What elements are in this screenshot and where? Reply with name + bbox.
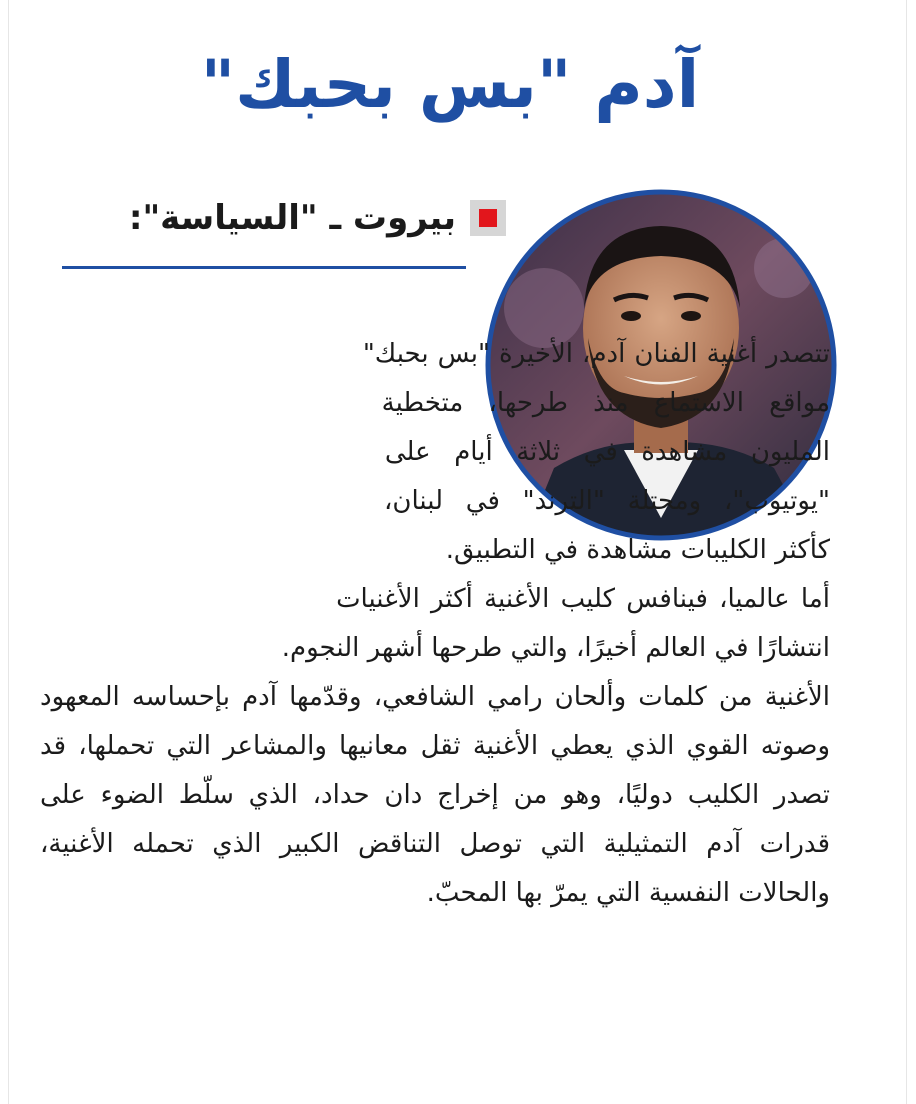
dateline-text: بيروت ـ "السياسة":	[128, 198, 456, 238]
article-paragraph: أما عالميا، فينافس كليب الأغنية أكثر الأغنيات انتشارًا في العالم أخيرًا، والتي طرحها أشهر النجوم.	[281, 584, 830, 663]
article-body	[40, 330, 830, 918]
article-paragraph: الأغنية من كلمات وألحان رامي الشافعي، وقدّمها آدم بإحساسه المعهود وصوته القوي الذي يعطي الأغنية ثقل معانيها والمشاعر التي تحملها، قد تصدر الكليب دوليًا، وهو من إخراج دان حداد، الذي سلّط الضوء على قدرات آدم التمثيلية التي توصل التناقض الكبير الذي تحمله الأغنية، والحالات النفسية التي يمرّ بها المحبّ.	[40, 682, 830, 908]
dateline	[129, 188, 506, 248]
right-column-edge	[906, 0, 907, 1104]
left-column-edge	[8, 0, 9, 1104]
section-rule	[62, 266, 466, 269]
photo-wrap-spacer	[40, 330, 410, 590]
article-paragraph: تتصدر أغنية الفنان آدم، الأخيرة "بس بحبك" مواقع الاستماع منذ طرحها، متخطية المليون مشاهدة في ثلاثة أيام على "يوتيوب"، ومحتلة "الترند" في لبنان، كأكثر الكليبات مشاهدة في التطبيق.	[362, 339, 830, 565]
article-headline: آدم "بس بحبك"	[200, 46, 700, 123]
